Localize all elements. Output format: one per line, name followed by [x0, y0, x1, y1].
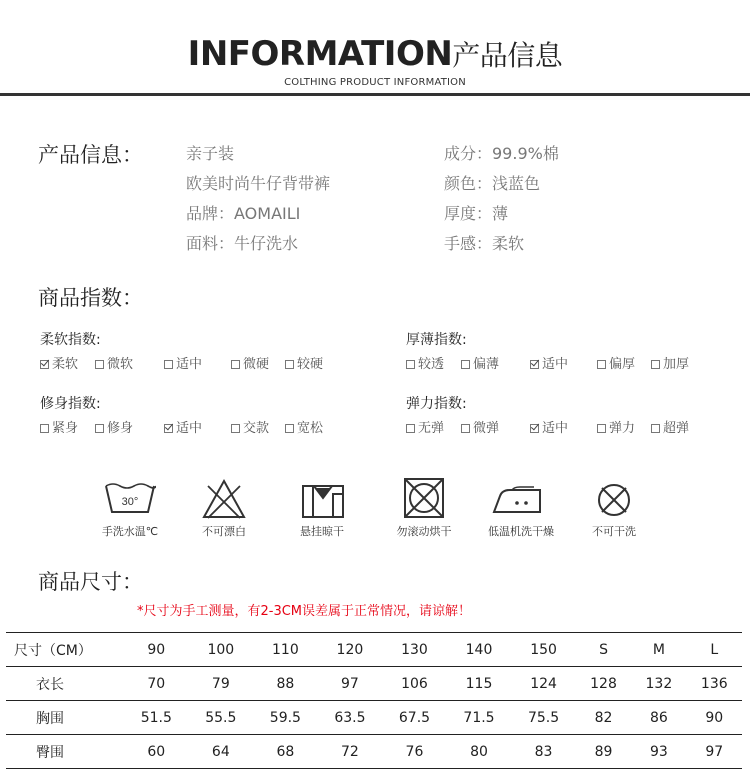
table-cell: 75.5 — [527, 709, 560, 726]
page-title-cn: 产品信息 — [452, 39, 563, 72]
care-label-no-bleach: 不可漂白 — [202, 525, 246, 538]
checkbox-icon — [461, 360, 470, 369]
table-cell: 70 — [147, 675, 166, 692]
no-tumble-dry-icon — [402, 476, 446, 520]
table-row — [6, 701, 742, 735]
table-cell: 90 — [705, 709, 724, 726]
checkbox-icon — [164, 360, 173, 369]
thickness-index-label: 厚薄指数: — [406, 332, 467, 348]
elasticity-option-2: 微弹 — [461, 417, 499, 436]
checkbox-checked-icon — [530, 360, 539, 369]
checkbox-checked-icon — [40, 360, 49, 369]
no-dry-clean-icon — [596, 482, 632, 518]
table-cell: 88 — [276, 675, 295, 692]
info-left-4: 面料：牛仔洗水 — [186, 234, 299, 253]
checkbox-icon — [406, 360, 415, 369]
fit-option-3: 适中 — [164, 417, 202, 436]
care-label-hand-wash: 手洗水温℃ — [101, 525, 159, 538]
fit-option-4: 交款 — [231, 417, 269, 436]
elasticity-index-label: 弹力指数: — [406, 396, 467, 412]
checkbox-icon — [40, 424, 49, 433]
softness-index-label: 柔软指数: — [40, 332, 101, 348]
table-cell: 89 — [594, 743, 613, 760]
table-cell: 97 — [341, 675, 359, 692]
checkbox-icon — [651, 424, 660, 433]
page-subtitle: COLTHING PRODUCT INFORMATION — [284, 77, 466, 88]
table-row — [6, 633, 742, 667]
elasticity-option-3: 适中 — [530, 417, 568, 436]
table-cell: 63.5 — [334, 709, 366, 726]
table-cell: 55.5 — [205, 709, 237, 726]
fit-index-label: 修身指数: — [40, 396, 101, 412]
no-bleach-icon — [202, 478, 246, 520]
wash-temp-label: 30° — [121, 496, 139, 508]
fit-option-2: 修身 — [95, 417, 133, 436]
checkbox-icon — [231, 424, 240, 433]
table-cell: 60 — [147, 743, 166, 760]
table-cell: 72 — [341, 743, 359, 760]
fit-option-5: 宽松 — [285, 417, 323, 436]
table-cell: 140 — [465, 641, 493, 658]
checkbox-icon — [651, 360, 660, 369]
elasticity-option-5: 超弹 — [651, 417, 689, 436]
info-right-3: 厚度：薄 — [444, 204, 509, 223]
table-cell: 120 — [336, 641, 364, 658]
table-cell: 124 — [530, 675, 557, 692]
checkbox-icon — [95, 360, 104, 369]
table-cell: 67.5 — [398, 709, 431, 726]
table-cell: 59.5 — [269, 709, 301, 726]
care-label-no-dry-clean: 不可干洗 — [592, 525, 636, 538]
info-left-2: 欧美时尚牛仔背带裤 — [186, 174, 331, 193]
header-divider — [0, 93, 750, 96]
info-left-3: 品牌：AOMAILI — [186, 204, 301, 223]
info-left-1: 亲子装 — [186, 144, 235, 163]
table-cell: 128 — [590, 675, 617, 692]
thickness-option-2: 偏薄 — [461, 353, 499, 372]
table-cell: 衣长 — [36, 676, 64, 693]
care-label-no-tumble-dry: 勿滚动烘干 — [396, 525, 452, 538]
care-label-low-temp: 低温机洗干燥 — [488, 525, 554, 538]
table-cell: 132 — [645, 675, 673, 692]
table-row — [6, 667, 742, 701]
low-temp-iron-icon — [490, 486, 550, 516]
size-heading: 商品尺寸： — [38, 570, 143, 594]
indices-heading: 商品指数： — [38, 286, 143, 310]
size-note: *尺寸为手工测量，有2-3CM误差属于正常情况，请谅解！ — [137, 604, 472, 619]
info-right-2: 颜色：浅蓝色 — [444, 174, 541, 193]
table-cell: 82 — [594, 709, 613, 726]
page-title — [0, 34, 750, 74]
table-cell: 100 — [207, 641, 235, 658]
info-right-4: 手感：柔软 — [444, 234, 525, 253]
table-cell: 90 — [147, 641, 166, 658]
checkbox-checked-icon — [530, 424, 539, 433]
table-cell: 130 — [401, 641, 428, 658]
softness-option-4: 微硬 — [231, 353, 269, 372]
checkbox-icon — [285, 424, 294, 433]
softness-option-5: 较硬 — [285, 353, 323, 372]
table-cell: 93 — [649, 743, 668, 760]
info-right-1: 成分：99.9%棉 — [444, 144, 559, 163]
table-cell: 80 — [470, 743, 488, 760]
table-cell: L — [710, 641, 719, 658]
table-cell: 51.5 — [140, 709, 172, 726]
softness-option-2: 微软 — [95, 353, 133, 372]
table-cell: 110 — [272, 641, 299, 658]
table-cell: 150 — [530, 641, 557, 658]
softness-option-3: 适中 — [164, 353, 202, 372]
page-title-en: INFORMATION — [187, 34, 453, 74]
thickness-option-1: 较透 — [406, 353, 444, 372]
hang-dry-icon — [300, 480, 346, 520]
table-cell: 79 — [211, 675, 230, 692]
softness-option-1: 柔软 — [40, 353, 78, 372]
thickness-option-3: 适中 — [530, 353, 568, 372]
thickness-option-4: 偏厚 — [597, 353, 635, 372]
fit-option-1: 紧身 — [40, 417, 78, 436]
table-cell: S — [599, 641, 608, 658]
checkbox-icon — [406, 424, 415, 433]
table-cell: 86 — [649, 709, 668, 726]
table-cell: 97 — [705, 743, 724, 760]
checkbox-icon — [95, 424, 104, 433]
elasticity-option-4: 弹力 — [597, 417, 635, 436]
table-cell: 115 — [465, 675, 493, 692]
table-cell: 136 — [700, 675, 728, 692]
thickness-option-5: 加厚 — [651, 353, 689, 372]
checkbox-checked-icon — [164, 424, 173, 433]
elasticity-option-1: 无弹 — [406, 417, 444, 436]
table-cell: 臀围 — [36, 744, 64, 761]
table-cell: 68 — [276, 743, 295, 760]
size-table — [6, 632, 742, 769]
table-row — [6, 735, 742, 769]
checkbox-icon — [285, 360, 294, 369]
checkbox-icon — [597, 424, 606, 433]
hand-wash-icon — [104, 478, 156, 518]
table-cell: M — [652, 641, 665, 658]
table-cell: 106 — [401, 675, 428, 692]
checkbox-icon — [597, 360, 606, 369]
table-cell: 胸围 — [36, 710, 64, 727]
checkbox-icon — [461, 424, 470, 433]
table-cell: 76 — [405, 743, 424, 760]
product-info-heading: 产品信息： — [38, 143, 143, 167]
table-cell: 71.5 — [463, 709, 495, 726]
table-cell: 64 — [211, 743, 230, 760]
checkbox-icon — [231, 360, 240, 369]
care-label-hang-dry: 悬挂晾干 — [300, 525, 344, 538]
table-cell: 83 — [534, 743, 553, 760]
table-cell: 尺寸（CM） — [14, 642, 92, 659]
